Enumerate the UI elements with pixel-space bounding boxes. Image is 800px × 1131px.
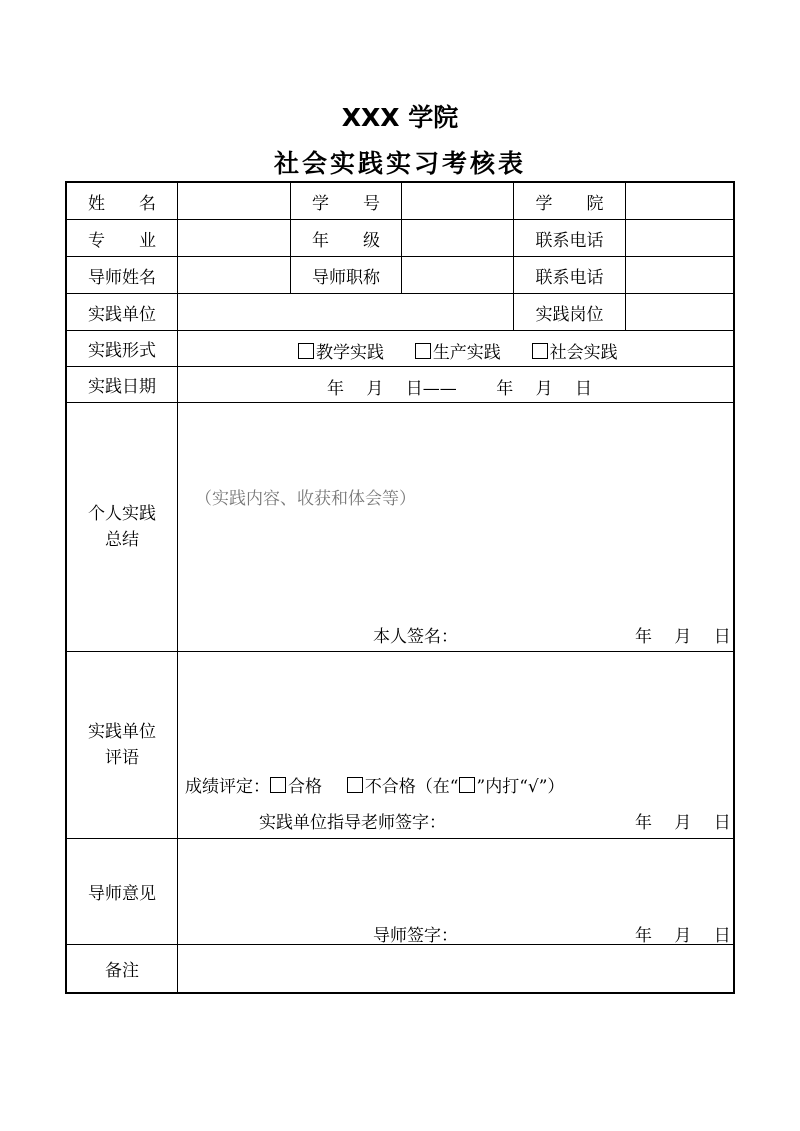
summary-hint: （实践内容、收获和体会等） xyxy=(195,489,416,509)
college-field[interactable] xyxy=(626,183,733,219)
mentor-sign-date: 年 月 日 xyxy=(635,926,731,946)
phone-field[interactable] xyxy=(626,220,733,256)
phone-2-field[interactable] xyxy=(626,257,733,293)
label-summary: 个人实践 总结 xyxy=(88,504,156,550)
label-unit: 实践单位 xyxy=(88,304,156,325)
student-id-field[interactable] xyxy=(402,183,513,219)
summary-sign-label: 本人签名： xyxy=(373,627,458,647)
label-mentor-name: 导师姓名 xyxy=(88,267,156,288)
label-date: 实践日期 xyxy=(88,377,156,397)
grade-line xyxy=(185,772,564,797)
label-student-id: 学 号 xyxy=(312,193,380,214)
date-range[interactable]: 年 月 日—— 年 月 日 xyxy=(327,379,593,399)
checkbox-fail[interactable] xyxy=(347,777,363,793)
grade-field[interactable] xyxy=(402,220,513,256)
checkbox-social[interactable] xyxy=(532,343,548,359)
form-title: 社会实践实习考核表 xyxy=(273,149,526,178)
assessment-form xyxy=(65,181,735,994)
label-grade: 年 级 xyxy=(312,230,380,251)
label-phone: 联系电话 xyxy=(535,230,604,251)
option-pass: 合格 xyxy=(288,777,322,797)
checkbox-teaching[interactable] xyxy=(298,343,314,359)
remarks-field[interactable] xyxy=(178,945,733,992)
label-mentor-title: 导师职称 xyxy=(312,267,380,288)
checkbox-production[interactable] xyxy=(415,343,431,359)
major-field[interactable] xyxy=(178,220,290,256)
label-unit-comment: 实践单位 评语 xyxy=(88,722,156,768)
option-production: 生产实践 xyxy=(432,343,501,363)
checkbox-pass[interactable] xyxy=(270,777,286,793)
summary-date: 年 月 日 xyxy=(635,627,731,647)
name-field[interactable] xyxy=(178,183,290,219)
unit-sign-label: 实践单位指导老师签字： xyxy=(259,813,446,833)
option-teaching: 教学实践 xyxy=(316,343,384,363)
label-phone-2: 联系电话 xyxy=(535,267,604,288)
label-mentor-opinion: 导师意见 xyxy=(88,884,156,904)
school-name: XXX 学院 xyxy=(341,103,459,132)
label-major: 专 业 xyxy=(88,230,156,251)
grade-label: 成绩评定： xyxy=(185,777,270,797)
check-note-close: ”内打“√”） xyxy=(476,777,565,797)
mentor-name-field[interactable] xyxy=(178,257,290,293)
unit-field[interactable] xyxy=(178,294,513,330)
label-remarks: 备注 xyxy=(105,961,139,981)
check-note-open: （在“ xyxy=(415,777,459,797)
label-form-type: 实践形式 xyxy=(88,341,156,361)
mentor-sign-label: 导师签字： xyxy=(373,926,458,946)
mentor-title-field[interactable] xyxy=(402,257,513,293)
label-college: 学 院 xyxy=(535,193,604,214)
check-note-box-icon xyxy=(459,777,475,793)
unit-sign-date: 年 月 日 xyxy=(635,813,731,833)
label-name: 姓 名 xyxy=(88,193,156,214)
label-position: 实践岗位 xyxy=(535,304,604,325)
option-social: 社会实践 xyxy=(549,343,618,363)
position-field[interactable] xyxy=(626,294,733,330)
option-fail: 不合格 xyxy=(364,777,416,797)
